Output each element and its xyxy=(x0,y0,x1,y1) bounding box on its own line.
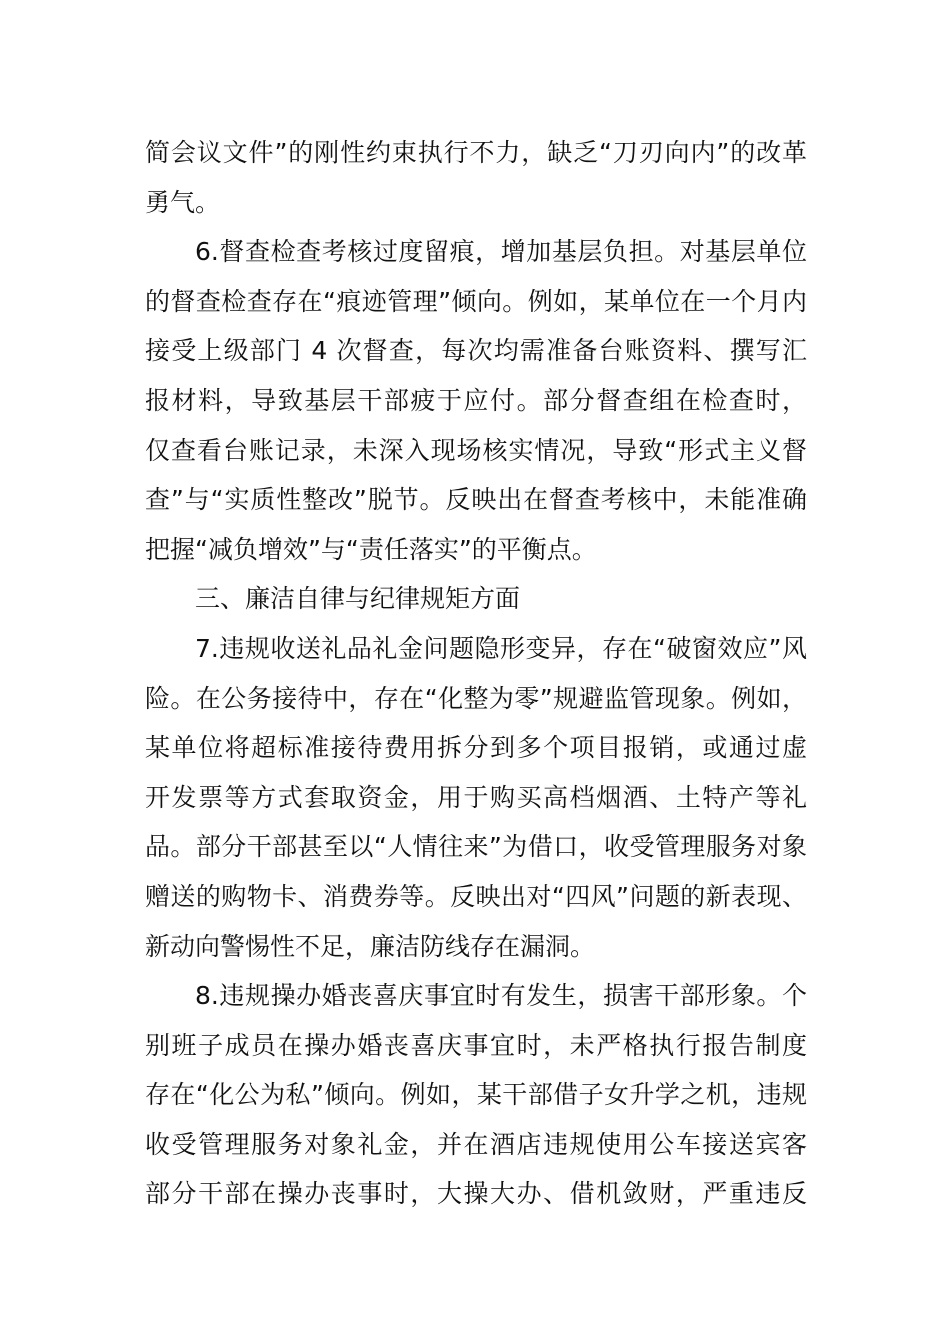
text-line: 仅查看台账记录，未深入现场核实情况，导致“形式主义督 xyxy=(145,435,807,465)
text-line: 的督查检查存在“痕迹管理”倾向。例如，某单位在一个月内 xyxy=(145,286,807,316)
text-line: 收受管理服务对象礼金，并在酒店违规使用公车接送宾客 xyxy=(145,1129,807,1159)
text-line: 把握“减负增效”与“责任落实”的平衡点。 xyxy=(145,534,597,564)
section-heading: 三、廉洁自律与纪律规矩方面 xyxy=(195,584,521,614)
paragraph-6-start: 6.督查检查考核过度留痕，增加基层负担。对基层单位 xyxy=(195,237,807,267)
text-line: 部分干部在操办丧事时，大操大办、借机敛财，严重违反 xyxy=(145,1179,807,1209)
text-line: 别班子成员在操办婚丧喜庆事宜时，未严格执行报告制度 xyxy=(145,1030,807,1060)
text-line: 查”与“实质性整改”脱节。反映出在督查考核中，未能准确 xyxy=(145,485,807,515)
text-line: 简会议文件”的刚性约束执行不力，缺乏“刀刃向内”的改革 xyxy=(145,138,807,167)
text-line: 开发票等方式套取资金，用于购买高档烟酒、土特产等礼 xyxy=(145,782,807,812)
text-line: 赠送的购物卡、消费券等。反映出对“四风”问题的新表现、 xyxy=(145,881,807,911)
paragraph-7-start: 7.违规收送礼品礼金问题隐形变异，存在“破窗效应”风 xyxy=(195,633,807,663)
text-line: 报材料，导致基层干部疲于应付。部分督查组在检查时， xyxy=(145,385,807,415)
text-line: 某单位将超标准接待费用拆分到多个项目报销，或通过虚 xyxy=(145,733,807,763)
text-line: 险。在公务接待中，存在“化整为零”规避监管现象。例如， xyxy=(145,683,807,713)
text-line: 品。部分干部甚至以“人情往来”为借口，收受管理服务对象 xyxy=(145,832,807,862)
text-line: 勇气。 xyxy=(145,187,221,217)
text-line: 新动向警惕性不足，廉洁防线存在漏洞。 xyxy=(145,931,596,961)
text-line: 存在“化公为私”倾向。例如，某干部借子女升学之机，违规 xyxy=(145,1080,807,1110)
paragraph-8-start: 8.违规操办婚丧喜庆事宜时有发生，损害干部形象。个 xyxy=(195,981,807,1011)
text-line: 接受上级部门 4 次督查，每次均需准备台账资料、撰写汇 xyxy=(145,336,807,366)
document-body xyxy=(145,128,807,1219)
